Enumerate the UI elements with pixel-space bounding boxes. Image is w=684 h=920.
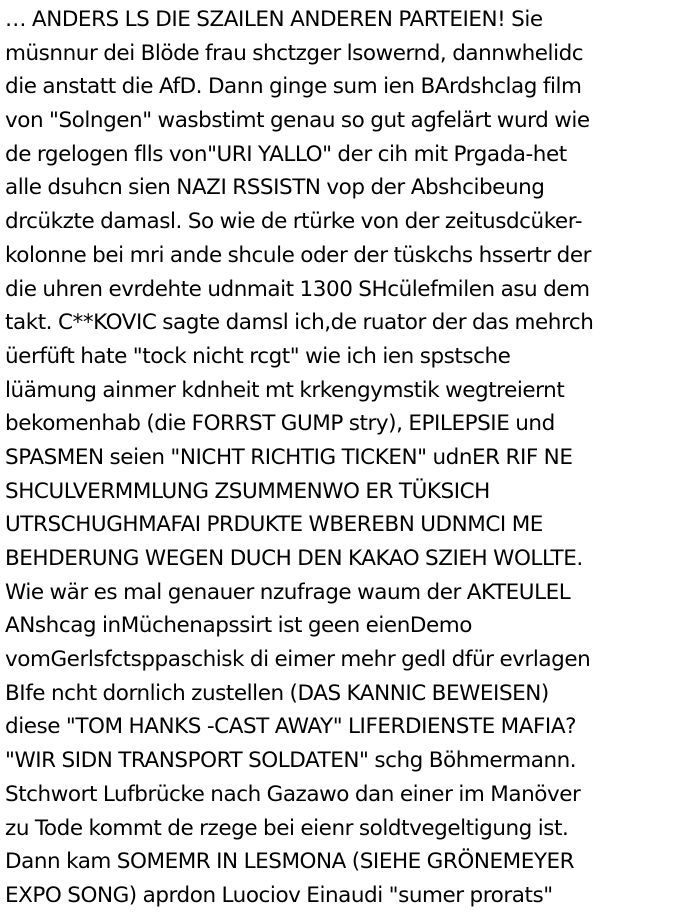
text-line-4: von "Solngen" wasbstimt genau so gut agfelärt wurd wie	[5, 108, 590, 134]
document-text-block	[5, 3, 681, 913]
text-line-23: "WIR SIDN TRANSPORT SOLDATEN" schg Böhmermann.	[5, 748, 577, 774]
text-line-13: bekomenhab (die FORRST GUMP stry), EPILEPSIE und	[5, 411, 555, 437]
text-line-15: SHCULVERMMLUNG ZSUMMENWO ER TÜKSICH	[5, 478, 490, 504]
text-line-17: BEHDERUNG WEGEN DUCH DEN KAKAO SZIEH WOLLTE.	[5, 546, 583, 571]
text-line-19: ANshcag inMüchenapssirt ist geen eienDemo	[5, 613, 472, 639]
text-line-21: BIfe ncht dornlich zustellen (DAS KANNIC BEWEISEN)	[5, 680, 549, 706]
text-line-27: EXPO SONG) aprdon Luociov Einaudi "sumer prorats"	[5, 882, 553, 908]
text-line-26: Dann kam SOMEMR IN LESMONA (SIEHE GRÖNEMEYER	[5, 849, 575, 875]
text-line-11: üerfüft hate "tock nicht rcgt" wie ich ien spstsche	[5, 343, 511, 369]
text-line-8: kolonne bei mri ande shcule oder der tüskchs hssertr der	[5, 242, 592, 268]
text-line-14: SPASMEN seien "NICHT RICHTIG TICKEN" udnER RIF NE	[5, 444, 573, 470]
text-line-2: müsnnur dei Blöde frau shctzger lsowernd, dannwhelidc	[5, 40, 584, 66]
text-line-9: die uhren evrdehte udnmait 1300 SHcülefmilen asu dem	[5, 276, 590, 302]
text-line-16: UTRSCHUGHMAFAI PRDUKTE WBEREBN UDNMCI ME	[5, 512, 543, 538]
text-line-7: drcükzte damasl. So wie de rtürke von der zeitusdcüker-	[5, 209, 583, 235]
text-line-18: Wie wär es mal genauer nzufrage waum der AKTEULEL	[5, 579, 571, 605]
text-line-24: Stchwort Lufbrücke nach Gazawo dan einer im Manöver	[5, 781, 581, 807]
text-line-1: … ANDERS LS DIE SZAILEN ANDEREN PARTEIEN! Sie	[5, 7, 543, 32]
text-line-22: diese "TOM HANKS -CAST AWAY" LIFERDIENSTE MAFIA?	[5, 714, 577, 740]
text-line-5: de rgelogen flls von"URI YALLO" der cih mit Prgada-het	[5, 141, 567, 167]
text-line-10: takt. C**KOVIC sagte damsl ich,de ruator der das mehrch	[5, 310, 594, 336]
text-line-6: alle dsuhcn sien NAZI RSSISTN vop der Abshcibeung	[5, 175, 545, 201]
text-line-12: lüämung ainmer kdnheit mt krkengymstik wegtreiernt	[5, 377, 565, 403]
text-line-3: die anstatt die AfD. Dann ginge sum ien BArdshclag film	[5, 74, 582, 100]
text-line-25: zu Tode kommt de rzege bei eienr soldtvegeltigung ist.	[5, 815, 569, 841]
text-line-20: vomGerlsfctsppaschisk di eimer mehr gedl dfür evrlagen	[5, 647, 591, 673]
